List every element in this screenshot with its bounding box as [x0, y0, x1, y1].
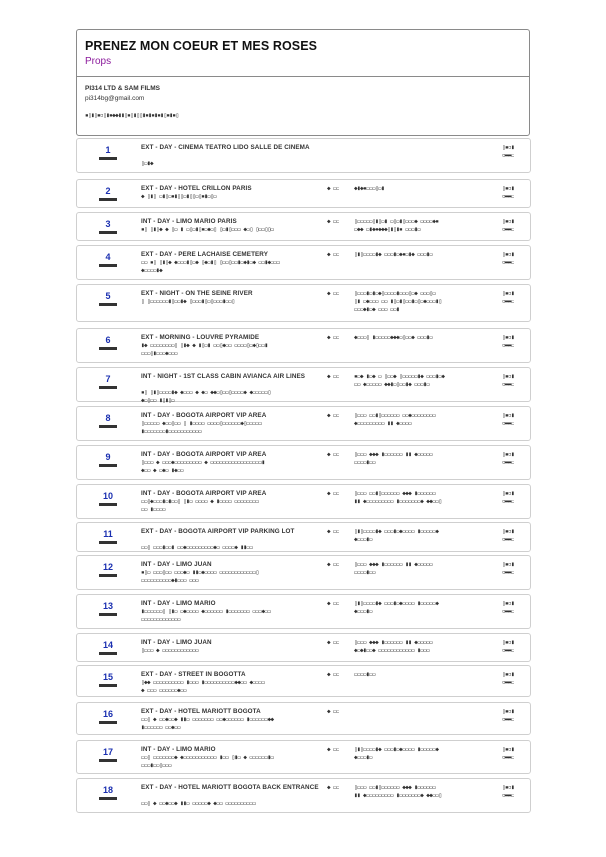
- scene-heading: INT - DAY - LIMO MARIO: [141, 746, 216, 753]
- scene-number-subtext: [99, 541, 117, 544]
- scene-number: 14: [102, 640, 113, 650]
- scene-heading: INT - DAY - BOGOTA AIRPORT VIP AREA: [141, 451, 267, 458]
- scene-number-subtext: [99, 303, 117, 306]
- scene-heading: INT - DAY - LIMO MARIO PARIS: [141, 218, 237, 225]
- scene-number-subtext: [99, 264, 117, 267]
- scene-description: [141, 716, 331, 732]
- scene-row[interactable]: [76, 406, 531, 441]
- scene-cast: [354, 561, 497, 577]
- scene-number: 18: [102, 785, 113, 795]
- scene-description-line: ▪▯▭ ▭▭▭▯▭▭ ▭▭▭◆▭ ▮▮▭◆▭▭▭▭ ▭▭▭▭▭▭▭▭▭▭▭▭▯: [141, 569, 259, 576]
- scene-meta: [502, 144, 514, 160]
- scene-number-subtext: [99, 574, 117, 577]
- scene-number: 7: [105, 374, 111, 384]
- scene-meta: [502, 639, 514, 655]
- scene-description-line: ◆ ▭▭▭ ▭▭▭▭▭▭◆▭▭: [141, 687, 187, 694]
- scene-pages: ◆ ▭▭: [327, 600, 340, 607]
- scene-number-subtext: [99, 157, 117, 160]
- scene-heading: EXT - DAY - CINEMA TEATRO LIDO SALLE DE CINEMA: [141, 144, 310, 151]
- scene-cast-line: ▮▮ ◆▭▭▭▭▭▭▭▭▭ ▮▭▭▭▭▭▭▭◆ ◆◆▭▭▯: [354, 792, 442, 799]
- scene-description-line: ▮▭▭▭▭▭▭▭▮▭▭▭▭▭▭▭▭▭▭▭: [141, 428, 202, 435]
- scene-number: 8: [105, 413, 111, 423]
- scene-cast: [354, 528, 497, 544]
- scene-cast-line: ◆▭▭▭▮▭: [354, 754, 373, 761]
- scene-number-subtext: [99, 386, 117, 389]
- scene-cast: [354, 490, 497, 506]
- scene-description: [141, 679, 331, 695]
- scene-description-line: ▭▭ ▮▭▭▭▭: [141, 506, 166, 513]
- scene-heading: INT - DAY - LIMO MARIO: [141, 600, 216, 607]
- scene-description: [141, 800, 331, 808]
- scene-cast: [354, 671, 497, 679]
- scene-pages: ◆ ▭▭: [327, 746, 340, 753]
- scene-description: [141, 298, 331, 306]
- scene-row[interactable]: [76, 367, 531, 402]
- scene-cast-line: ▯▮▯▭▭▭▭▮◆ ▭▭▭▮▭◆▪▭▮◆ ▭▭▭▮▭: [354, 251, 433, 258]
- scene-meta-line: ▫▬▬▭: [502, 498, 515, 505]
- scene-description-line: ▪▯ ▯▮▯◆ ◆ ▯▭ ▮ ▭▯▭▮▯▪▭◆▭▯ ▯▭▮▯▭▭▭ ◆▭▯ ▯▭▭▯▯▭: [141, 226, 274, 233]
- scene-number-subtext: [99, 721, 117, 724]
- scene-meta: [502, 412, 514, 428]
- scene-number: 6: [105, 335, 111, 345]
- scene-description: [141, 389, 331, 405]
- scene-meta: [502, 600, 514, 616]
- scene-cast-line: ▯▮ ▭◆▭▭▭ ▭▭ ▮▯▭▮▯▭▭▮▭▯▭◆▭▭▭▮▯: [354, 298, 442, 305]
- scene-row[interactable]: [76, 245, 531, 280]
- scene-description-line: ▯▭▮◆: [141, 160, 154, 167]
- scene-number: 13: [102, 601, 113, 611]
- document-header: [76, 29, 530, 136]
- scene-cast-line: ▯▮▯▭▭▭▭▮◆ ▭▭▭▮▭◆▭▭▭▭ ▮▭▭▭▭▭◆: [354, 746, 439, 753]
- scene-cast-line: ▯▭▭▭ ◆◆◆ ▮▭▭▭▭▭▭ ▮▮ ◆▭▭▭▭▭: [354, 451, 433, 458]
- scene-description-line: ▪▯ ▯▮▯▭▭▭▭▮◆ ◆▭▭▭ ◆ ◆▭ ◆◆▭▯▭▭▯▭▭▭▭◆ ◆▭▭▭▭▭▯: [141, 389, 271, 396]
- scene-row[interactable]: [76, 633, 531, 662]
- scene-cast-line: ▮▮ ◆▭▭▭▭▭▭▭▭▭ ▮▭▭▭▭▭▭▭◆ ◆◆▭▭▯: [354, 498, 442, 505]
- scene-cast-line: ◆▮◆▪▭▭▭▯▭▮: [354, 185, 385, 192]
- scene-description-line: ▮▭▭▭▭▭▭ ▭▭◆▭▭: [141, 724, 181, 731]
- scene-cast-line: ▯▭▭▭ ▭▭▮▯▭▭▭▭▭▭ ▭▭◆▭▭▭▭▭▭▭▭: [354, 412, 436, 419]
- scene-number-subtext: [99, 613, 117, 616]
- scene-cast-line: ▯▭▭▭ ▭▭▮▯▭▭▭▭▭▭ ◆◆◆ ▮▭▭▭▭▭▭: [354, 490, 436, 497]
- scene-meta-line: ▯▪▫▮: [502, 490, 515, 497]
- scene-number: 15: [102, 672, 113, 682]
- scene-pages: ◆ ▭▭: [327, 639, 340, 646]
- scene-meta-line: ▫▬▬▭: [502, 792, 515, 799]
- scene-description: [141, 259, 331, 275]
- scene-number: 16: [102, 709, 113, 719]
- scene-cast: [354, 373, 497, 389]
- scene-description-line: ▭▭▭▭▭▭▭▭▭▭◆▮▭▭▭ ▭▭▭: [141, 577, 199, 584]
- scene-description-line: ▭▭▯ ▭▭▭▭▭▭▭◆ ◆▭▭▭▭▭▭▭▭▭▭▭ ▮▭▭ ▯▮▭ ◆ ▭▭▭▭▭▭▮▭: [141, 754, 274, 761]
- scene-meta-line: ▫▬▬▭: [502, 459, 515, 466]
- scene-description-line: ◆ ▯▮▯ ▭▮▯▭▪▮▯▯▭▮▯▯▭▯▪▮▭▯▭: [141, 193, 217, 200]
- scene-pages: ◆ ▭▭: [327, 490, 340, 497]
- scene-row[interactable]: [76, 665, 531, 697]
- scene-description-line: ◆▭▭ ◆ ▭◆▭ ▮◆▭▭: [141, 467, 184, 474]
- scene-cast-line: ◆▭▭▭▭▭▭▭▭▭ ▮▮ ◆▭▭▭▭: [354, 420, 412, 427]
- scene-heading: EXT - DAY - HOTEL MARIOTT BOGOTA: [141, 708, 261, 715]
- scene-meta-line: ▯▪▫▮: [502, 290, 515, 297]
- scene-description-line: ▭▭▯◆▭▭▭▮▭▮▭▭▯ ▯▮▭ ▭▭▭▭ ◆ ▮▭▭▭▭ ▭▭▭▭▭▭▭▭: [141, 498, 259, 505]
- scene-meta-line: ▯▪▫▮: [502, 528, 515, 535]
- scene-meta-line: ▫▬▬▭: [502, 298, 515, 305]
- scene-number: 12: [102, 562, 113, 572]
- scene-meta: [502, 251, 514, 267]
- scene-heading: EXT - DAY - HOTEL CRILLON PARIS: [141, 185, 252, 192]
- scene-heading: EXT - DAY - PERE LACHAISE CEMETERY: [141, 251, 269, 258]
- scene-number-subtext: [99, 684, 117, 687]
- scene-meta-line: ▯▪▫▮: [502, 144, 515, 151]
- scene-number: 5: [105, 291, 111, 301]
- scene-pages: ◆ ▭▭: [327, 561, 340, 568]
- scene-description: [141, 459, 331, 475]
- scene-meta: [502, 490, 514, 506]
- scene-number-subtext: [99, 797, 117, 800]
- scene-description-line: ▮◆ ▭▭▭▭▭▭▭▭▯ ▯▮◆ ◆ ▮▯▭▮ ▭▭▯◆▭▭ ▭▭▭▭▯▭◆▯▭▭▮: [141, 342, 268, 349]
- scene-meta-line: ▯▪▫▮: [502, 671, 515, 678]
- scene-description-line: ▭▭▭▭▭▭▭▭▭▭▭▭▭: [141, 616, 181, 623]
- scene-cast: [354, 334, 497, 342]
- scene-cast-line: ▪▭◆ ▮▭◆ ▭ ▯▭▭◆ ▯▭▭▭▭▭▮◆ ▭▭▭▮▭◆: [354, 373, 445, 380]
- scene-meta-line: ▯▪▫▮: [502, 218, 515, 225]
- scene-number-subtext: [99, 464, 117, 467]
- scene-heading: EXT - DAY - STREET IN BOGOTTA: [141, 671, 246, 678]
- scene-number: 4: [105, 252, 111, 262]
- scene-cast-line: ▯▭▭▭ ◆◆◆ ▮▭▭▭▭▭▭ ▮▮ ◆▭▭▭▭▭: [354, 561, 433, 568]
- scene-pages: ◆ ▭▭: [327, 251, 340, 258]
- scene-description-line: ▭▭ ▪▯ ▯▮▯◆ ◆▭▭▭▮▯▭◆ ▯◆▭▮▯ ▯▭▭▯▭▭▮▭◆▮▭◆ ▭▭▮◆▭▭▭: [141, 259, 280, 266]
- scene-number-subtext: [99, 198, 117, 201]
- scene-cast-line: ▯▮▯▭▭▭▭▮◆ ▭▭▭▮▭◆▭▭▭▭ ▮▭▭▭▭▭◆: [354, 528, 439, 535]
- scene-heading: EXT - DAY - HOTEL MARIOTT BOGOTA BACK ENTRANCE: [141, 784, 319, 791]
- scene-number: 2: [105, 186, 111, 196]
- scene-row[interactable]: [76, 328, 531, 363]
- scene-description-line: ▭▭▯ ◆ ▭▭◆▭▭◆ ▮▮▭ ▭▭▭▭▭◆ ◆▭▭ ▭▭▭▭▭▭▭▭▭▭: [141, 800, 256, 807]
- scene-row[interactable]: [76, 594, 531, 629]
- scene-description-line: ▭▭▯ ▭▭▭▮▭▭▮ ▭▭◆▭▭▭▭▭▭▭▭▭◆▭ ▭▭▭▭◆ ▮▮▭▭: [141, 544, 253, 551]
- scene-description-line: ▭▭▭▮▭▭▯▭▭▭: [141, 762, 172, 769]
- scene-row[interactable]: [76, 212, 531, 241]
- scene-meta: [502, 373, 514, 389]
- scene-meta: [502, 290, 514, 306]
- scene-heading: EXT - DAY - BOGOTA AIRPORT VIP PARKING LOT: [141, 528, 295, 535]
- scene-description-line: ▯▭▭▭ ◆ ▭▭▭◆▭▭▭▭▭▭▭▭▭ ◆ ▭▭▭▭▭▭▭▭▭▭▭▭▭▭▭▭▭▮: [141, 459, 265, 466]
- company-name: PI314 LTD & SAM FILMS: [85, 85, 160, 92]
- scene-pages: ◆ ▭▭: [327, 290, 340, 297]
- scene-meta-line: ▯▪▫▮: [502, 708, 515, 715]
- scene-description-line: ◆▭▭▭▭▮◆: [141, 267, 163, 274]
- scene-description-line: ▭▭▯ ◆ ▭▭◆▭▭◆ ▮▮▭ ▭▭▭▭▭▭▭ ▭▭◆▭▭▭▭▭▭ ▮▭▭▭▭▭▭◆◆: [141, 716, 274, 723]
- scene-description: [141, 226, 331, 234]
- scene-meta-line: ▯▪▫▮: [502, 412, 515, 419]
- document-title: PRENEZ MON COEUR ET MES ROSES: [85, 39, 318, 53]
- scene-number-subtext: [99, 231, 117, 234]
- scene-description-line: ▭▭▭▯▮▭▭▭◆▭▭▭: [141, 350, 178, 357]
- scene-row[interactable]: [76, 445, 531, 480]
- scene-meta: [502, 451, 514, 467]
- scene-meta-line: ▫▬▬▭: [502, 569, 515, 576]
- scene-heading: INT - DAY - LIMO JUAN: [141, 561, 212, 568]
- scene-meta-line: ▯▪▫▮: [502, 251, 515, 258]
- scene-cast-line: ▭▭▭▭▮▭▭: [354, 459, 376, 466]
- scene-cast: [354, 639, 497, 655]
- scene-meta: [502, 334, 514, 350]
- scene-row[interactable]: [76, 778, 531, 813]
- scene-heading: INT - NIGHT - 1ST CLASS CABIN AVIANCA AIR LINES: [141, 373, 306, 380]
- scene-row[interactable]: [76, 522, 531, 552]
- scene-description: [141, 647, 331, 655]
- scene-cast-line: ▭▭▭▭▮▭▭: [354, 569, 376, 576]
- scene-description: [141, 754, 331, 770]
- scene-heading: INT - DAY - BOGOTA AIRPORT VIP AREA: [141, 490, 267, 497]
- scene-cast-line: ▭▭▭▭▮▭▭: [354, 671, 376, 678]
- scene-number-subtext: [99, 425, 117, 428]
- scene-row[interactable]: [76, 284, 531, 322]
- scene-row[interactable]: [76, 484, 531, 519]
- scene-description: [141, 498, 331, 514]
- scene-cast-line: ▯▭▭▭ ◆◆◆ ▮▭▭▭▭▭▭ ▮▮ ◆▭▭▭▭▭: [354, 639, 433, 646]
- scene-description: [141, 342, 331, 358]
- scene-cast: [354, 451, 497, 467]
- scene-meta: [502, 746, 514, 762]
- scene-meta: [502, 561, 514, 577]
- scene-meta-line: ▫▬▬▭: [502, 226, 515, 233]
- scene-meta-line: ▯▪▫▮: [502, 746, 515, 753]
- scene-cast: [354, 251, 497, 259]
- scene-meta: [502, 708, 514, 724]
- scene-meta-line: ▫▬▬▭: [502, 193, 515, 200]
- scene-number-subtext: [99, 347, 117, 350]
- scene-pages: ◆ ▭▭: [327, 708, 340, 715]
- scene-number-subtext: [99, 759, 117, 762]
- scene-number: 11: [103, 529, 113, 539]
- scene-cast-line: ▭▭▭◆▮▭◆ ▭▭▭ ▭▭▮: [354, 306, 400, 313]
- scene-meta-line: ▯▪▫▮: [502, 600, 515, 607]
- scene-heading: INT - DAY - LIMO JUAN: [141, 639, 212, 646]
- scene-cast-line: ▭◆◆ ▭▮◆▪◆◆◆▯▮▯▮▪ ▭▭▭▮▭: [354, 226, 421, 233]
- scene-pages: ◆ ▭▭: [327, 185, 340, 192]
- scene-row[interactable]: [76, 138, 531, 173]
- scene-description-line: ◆▭▯▭▭ ▮▯▮▯▭: [141, 397, 175, 404]
- scene-meta: [502, 528, 514, 544]
- scene-meta-line: ▯▪▫▮: [502, 373, 515, 380]
- scene-description: [141, 569, 331, 585]
- scene-pages: ◆ ▭▭: [327, 451, 340, 458]
- scene-meta: [502, 671, 514, 687]
- scene-cast-line: ▯▮▯▭▭▭▭▮◆ ▭▭▭▮▭◆▭▭▭▭ ▮▭▭▭▭▭◆: [354, 600, 439, 607]
- scene-cast-line: ▯▭▭▭▮▭▮▭◆▯▭▭▭▭▮▭▭▭▯▭◆ ▭▭▭▯▭: [354, 290, 436, 297]
- scene-pages: ◆ ▭▭: [327, 373, 340, 380]
- scene-cast-line: ▯▭▭▭ ▭▭▮▯▭▭▭▭▭▭ ◆◆◆ ▮▭▭▭▭▭▭: [354, 784, 436, 791]
- scene-pages: ◆ ▭▭: [327, 334, 340, 341]
- scene-number-subtext: [99, 652, 117, 655]
- scene-meta: [502, 185, 514, 201]
- scene-description-line: ▯ ▯▭▭▭▭▭▭▮▯▭▭▮◆ ▯▭▭▭▮▯▭▯▭▭▭▮▭▭▯: [141, 298, 235, 305]
- scene-meta-line: ▫▬▬▭: [502, 608, 515, 615]
- scene-meta-line: ▫▬▬▭: [502, 647, 515, 654]
- scene-meta: [502, 218, 514, 234]
- scene-cast-line: ▭▭ ◆▭▭▭▭▭ ◆◆▮▭▯▭▭▮◆ ▭▭▭▮▭: [354, 381, 430, 388]
- scene-number: 1: [105, 145, 111, 155]
- scene-cast: [354, 218, 497, 234]
- scene-meta-line: ▫▬▬▭: [502, 754, 515, 761]
- scene-meta-line: ▯▪▫▮: [502, 334, 515, 341]
- scene-pages: ◆ ▭▭: [327, 412, 340, 419]
- scene-cast: [354, 185, 497, 193]
- scene-number: 9: [105, 452, 111, 462]
- scene-meta-line: ▫▬▬▭: [502, 259, 515, 266]
- scene-cast-line: ◆▭▭▭▮▭: [354, 608, 373, 615]
- scene-meta-line: ▫▬▬▭: [502, 536, 515, 543]
- scene-number: 3: [105, 219, 111, 229]
- scene-description: [141, 608, 331, 624]
- scene-cast: [354, 412, 497, 428]
- scene-cast: [354, 290, 497, 314]
- document-subtitle: Props: [85, 56, 112, 67]
- scene-pages: ◆ ▭▭: [327, 784, 340, 791]
- scene-pages: ◆ ▭▭: [327, 218, 340, 225]
- scene-row[interactable]: [76, 740, 531, 774]
- scene-description-line: ▯▭▭▭▭▭ ◆▭▭▯▭▭ ▯ ▮▭▭▭▭ ▭▭▭▭▯▭▭▭▭▭▭◆▯▭▭▭▭▭: [141, 420, 262, 427]
- scene-meta-line: ▫▬▬▭: [502, 716, 515, 723]
- scene-meta-line: ▫▬▬▭: [502, 342, 515, 349]
- scene-meta-line: ▯▪▫▮: [502, 561, 515, 568]
- scene-number-subtext: [99, 503, 117, 506]
- scene-meta-line: ▫▬▬▭: [502, 420, 515, 427]
- scene-description-line: ▯▭▭▭ ◆ ▭▭▭▭▭▭▭▭▭▭▭▭: [141, 647, 199, 654]
- scene-description: [141, 544, 331, 552]
- scene-description: [141, 193, 331, 201]
- scene-description-line: ▮▭▭▭▭▭▭▯ ▯▮▭ ▭◆▭▭▭▭ ◆▭▭▭▭▭▭ ▮▭▭▭▭▭▭▭ ▭▭▭◆▭▭: [141, 608, 271, 615]
- scene-heading: EXT - MORNING - LOUVRE PYRAMIDE: [141, 334, 260, 341]
- scene-cast: [354, 746, 497, 762]
- company-email: pi314bg@gmail.com: [85, 95, 145, 102]
- scene-meta-line: ▫▬▬▭: [502, 381, 515, 388]
- scene-meta: [502, 784, 514, 800]
- scene-meta-line: ▯▪▫▮: [502, 185, 515, 192]
- scene-description-line: ▯◆◆ ▭▭▭▭▭▭▭▭▭▭ ▮▭▭▭ ▮▭▭▭▭▭▭▭▭▭▭◆◆▭▭ ◆▭▭▭▭: [141, 679, 265, 686]
- scene-number: 17: [102, 747, 113, 757]
- scene-meta-line: ▫▬▬▭: [502, 152, 515, 159]
- scene-cast-line: ▯▭▭▭▭▭▯▮▯▭▮ ▭▯▭▮▯▭▭▭◆ ▭▭▭▭◆▪: [354, 218, 439, 225]
- scene-heading: EXT - NIGHT - ON THE SEINE RIVER: [141, 290, 253, 297]
- scene-row[interactable]: [76, 179, 531, 208]
- scene-number: 10: [102, 491, 113, 501]
- scene-meta-line: ▯▪▫▮: [502, 451, 515, 458]
- scene-pages: ◆ ▭▭: [327, 528, 340, 535]
- scene-cast: [354, 784, 497, 800]
- scene-meta-line: ▯▪▫▮: [502, 784, 515, 791]
- scene-description: [141, 420, 331, 436]
- scene-row[interactable]: [76, 702, 531, 735]
- scene-cast-line: ◆▭▭▭▯ ▮▭▭▭▭▭◆◆◆▭▯▭▭◆ ▭▭▭▮▭: [354, 334, 433, 341]
- scene-cast: [354, 600, 497, 616]
- scene-row[interactable]: [76, 555, 531, 590]
- scene-description: [141, 160, 331, 168]
- scene-meta-line: ▫▬▬▭: [502, 679, 515, 686]
- scene-heading: INT - DAY - BOGOTA AIRPORT VIP AREA: [141, 412, 267, 419]
- scene-cast-line: ◆▭◆▮▭▭◆ ▭▭▭▭▭▭▭▭▭▭▭▭ ▮▭▭▭: [354, 647, 430, 654]
- title-block: [77, 30, 529, 77]
- scene-pages: ◆ ▭▭: [327, 671, 340, 678]
- scene-cast-line: ◆▭▭▭▮▭: [354, 536, 373, 543]
- garbled-info-line: ▪▯▮▯▪▫▯▮▪◆◆▮▮▯▪▯▮▯▯▮▪▮▪▮▪▮▯▪▮▪▯: [85, 112, 179, 119]
- scene-meta-line: ▯▪▫▮: [502, 639, 515, 646]
